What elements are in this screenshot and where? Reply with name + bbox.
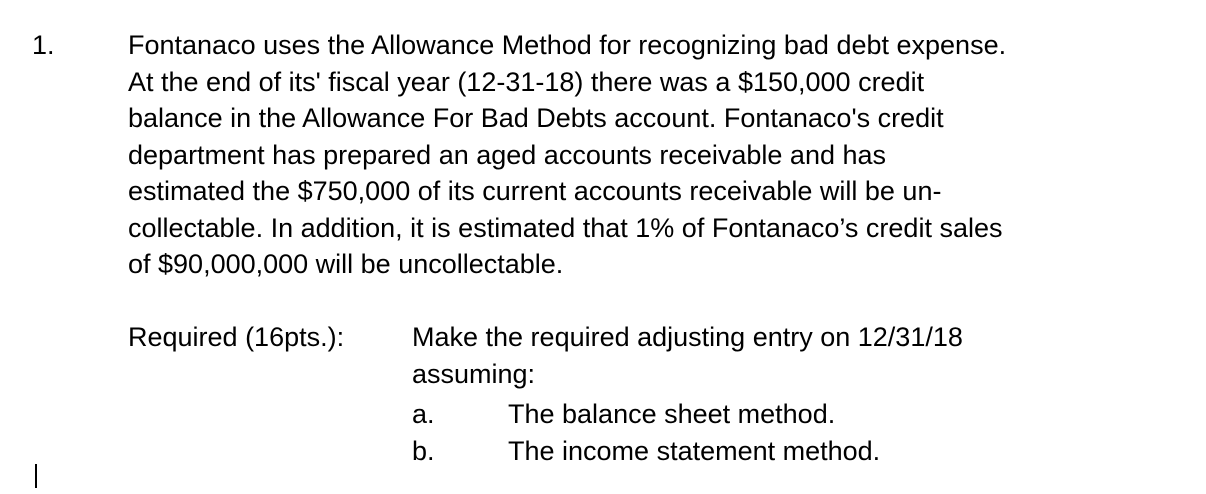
question-line: of $90,000,000 will be uncollectable. [128, 249, 564, 279]
part-letter: a. [412, 399, 435, 429]
instruction-line: assuming: [412, 358, 536, 389]
question-line: balance in the Allowance For Bad Debts account. Fontanaco's credit [128, 103, 944, 133]
question-line: collectable. In addition, it is estimated that 1% of Fontanaco’s credit sales [128, 212, 1003, 243]
question-line: estimated the $750,000 of its current accounts receivable will be un- [128, 176, 942, 206]
question-body [128, 27, 1188, 283]
instruction-line: Make the required adjusting entry on 12/31/18 [412, 322, 963, 352]
part-text: The income statement method. [508, 435, 881, 466]
part-text: The balance sheet method. [508, 399, 836, 429]
required-instruction [412, 319, 963, 392]
question-line: At the end of its' fiscal year (12-31-18) there was a $150,000 credit [128, 66, 925, 97]
text-cursor [35, 464, 37, 488]
question-line: Fontanaco uses the Allowance Method for recognizing bad debt expense. [128, 30, 1007, 60]
part-letter: b. [412, 435, 435, 466]
question-line: department has prepared an aged accounts receivable and has [128, 139, 887, 170]
question-number: 1. [32, 30, 55, 60]
required-label: Required (16pts.): [128, 322, 345, 352]
